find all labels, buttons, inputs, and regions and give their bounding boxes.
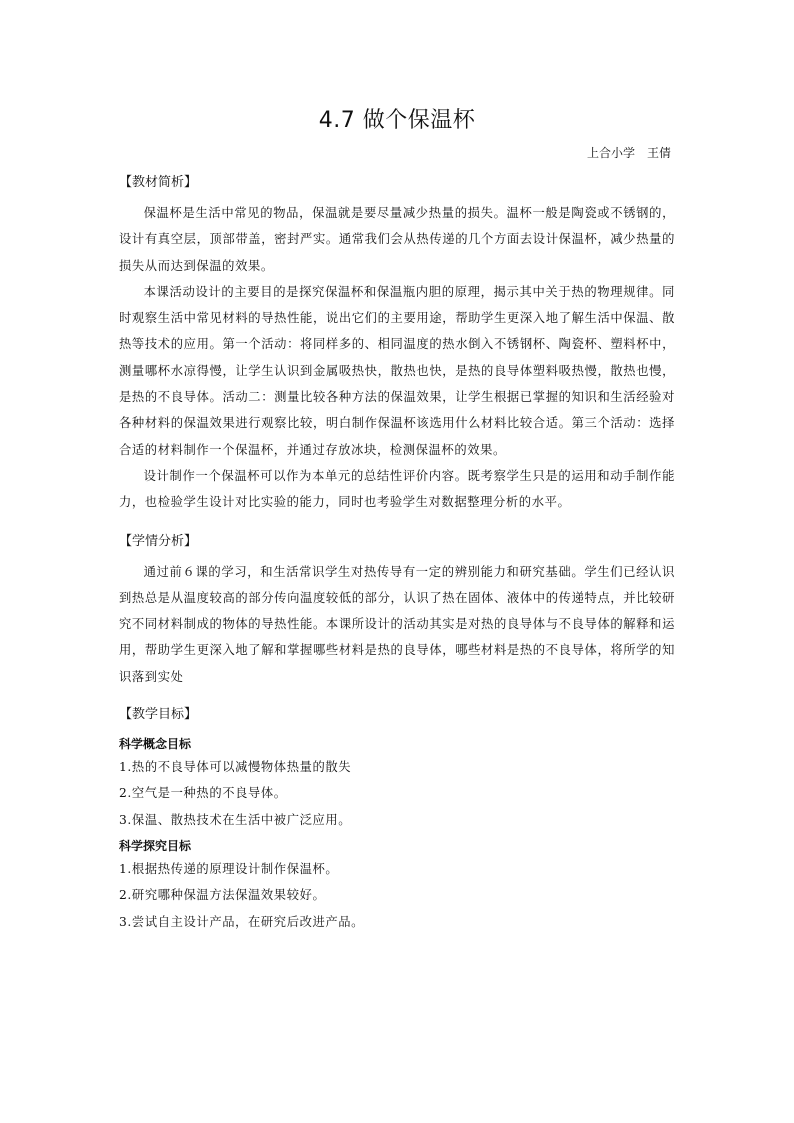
subheading-concept-goals: 科学概念目标: [119, 737, 192, 752]
paragraph: 设计制作一个保温杯可以作为本单元的总结性评价内容。既考察学生只是的运用和动手制作能力，也检验学生设计对比实验的能力，同时也考验学生对数据整理分析的水平。: [119, 468, 675, 510]
paragraph: 通过前６课的学习，和生活常识学生对热传导有一定的辨别能力和研究基础。学生们已经认识到热总是从温度较高的部分传向温度较低的部分，认识了热在固体、液体中的传递特点，并比较研究不同材料制成的物体的导热性能。本课所设计的活动其实是对热的良导体与不良导体的解释和运用，帮助学生更深入地了解和掌握哪些材料是热的良导体，哪些材料是热的不良导体，将所学的知识落到实处: [119, 564, 675, 684]
list-item: 2.空气是一种热的不良导体。: [119, 786, 287, 801]
subheading-inquiry-goals: 科学探究目标: [119, 838, 192, 853]
section-heading-goals: 【教学目标】: [119, 707, 198, 723]
section-heading-textbook: 【教材简析】: [119, 175, 198, 190]
list-item: 1.热的不良导体可以减慢物体热量的散失: [119, 760, 352, 775]
section-heading-students: 【学情分析】: [119, 533, 198, 549]
inquiry-goals-list: [119, 856, 675, 935]
document-title: 4.7 做个保温杯: [318, 108, 476, 133]
document-page: [119, 106, 675, 935]
paragraph: 保温杯是生活中常见的物品，保温就是要尽量减少热量的损失。温杯一般是陶瓷或不锈钢的，设计有真空层，顶部带盖，密封严实。通常我们会从热传递的几个方面去设计保温杯，减少热量的损失从而达到保温的效果。: [119, 206, 675, 273]
list-item: 3.保温、散热技术在生活中被广泛应用。: [119, 812, 352, 827]
paragraph: 本课活动设计的主要目的是探究保温杯和保温瓶内胆的原理，揭示其中关于热的物理规律。同时观察生活中常见材料的导热性能，说出它们的主要用途，帮助学生更深入地了解生活中保温、散热等技术的应用。第一个活动：将同样多的、相同温度的热水倒入不锈钢杯、陶瓷杯、塑料杯中，测量哪杯水凉得慢，让学生认识到金属吸热快，散热也快，是热的良导体塑料吸热慢，散热也慢，是热的不良导体。活动二：测量比较各种方法的保温效果，让学生根据已掌握的知识和生活经验对各种材料的保温效果进行观察比较，明白制作保温杯该选用什么材料比较合适。第三个活动：选择合适的材料制作一个保温杯，并通过存放冰块，检测保温杯的效果。: [119, 284, 675, 457]
concept-goals-list: [119, 754, 675, 833]
list-item: 1.根据热传递的原理设计制作保温杯。: [119, 861, 339, 876]
list-item: 3.尝试自主设计产品，在研究后改进产品。: [119, 914, 365, 929]
list-item: 2.研究哪种保温方法保温效果较好。: [119, 888, 326, 903]
author-line: 上合小学 王倩: [586, 146, 671, 160]
